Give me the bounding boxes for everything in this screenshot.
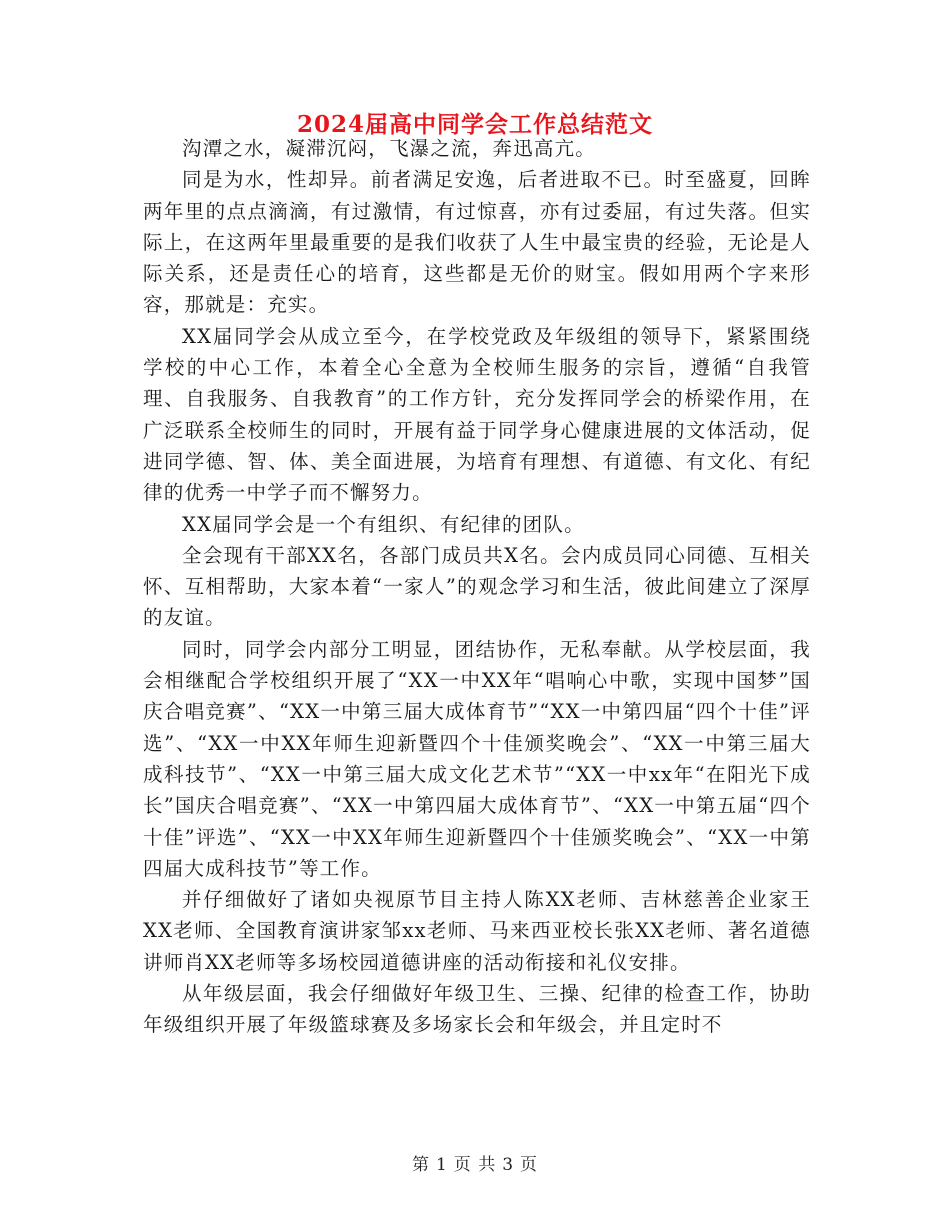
paragraph-7: 并仔细做好了诸如央视原节目主持人陈XX老师、吉林慈善企业家王XX老师、全国教育演讲家邹xx老师、马来西亚校长张XX老师、著名道德讲师肖XX老师等多场校园道德讲座的活动衔接和礼仪安排。 xyxy=(143,888,811,974)
footer-total-pages: 3 xyxy=(502,1155,515,1175)
paragraph-4: XX届同学会是一个有组织、有纪律的团队。 xyxy=(182,512,585,536)
page-footer xyxy=(0,1150,950,1175)
paragraph-2: 同是为水，性却异。前者满足安逸，后者进取不已。时至盛夏，回眸两年里的点点滴滴，有过激情，有过惊喜，亦有过委屈，有过失落。但实际上，在这两年里最重要的是我们收获了人生中最宝贵的经验，无论是人际关系，还是责任心的培育，这些都是无价的财宝。假如用两个字来形容，那就是：充实。 xyxy=(143,168,811,317)
footer-suffix: 页 xyxy=(520,1155,539,1175)
paragraph-1: 沟潭之水，凝滞沉闷，飞瀑之流，奔迅高亢。 xyxy=(182,137,597,160)
document-title: 2024届高中同学会工作总结范文 xyxy=(296,111,653,138)
paragraph-6: 同时，同学会内部分工明显，团结协作，无私奉献。从学校层面，我会相继配合学校组织开展了“XX一中XX年“唱响心中歌，实现中国梦”国庆合唱竞赛”、“XX一中第三届大成体育节”“XX一中第四届“四个十佳”评选”、“XX一中XX年师生迎新暨四个十佳颁奖晚会”、“XX一中第三届大成科技节”、“XX一中第三届大成文化艺术节”“XX一中xx年“在阳光下成长”国庆合唱竞赛”、“XX一中第四届大成体育节”、“XX一中第五届“四个十佳”评选”、“XX一中XX年师生迎新暨四个十佳颁奖晚会”、“XX一中第四届大成科技节”等工作。 xyxy=(143,637,811,880)
paragraph-5: 全会现有干部XX名，各部门成员共X名。会内成员同心同德、互相关怀、互相帮助，大家本着“一家人”的观念学习和生活，彼此间建立了深厚的友谊。 xyxy=(143,543,811,630)
document-body xyxy=(143,133,811,1041)
footer-current-page: 1 xyxy=(435,1155,448,1175)
paragraph-3: XX届同学会从成立至今，在学校党政及年级组的领导下，紧紧围绕学校的中心工作，本着全心全意为全校师生服务的宗旨，遵循“自我管理、自我服务、自我教育”的工作方针，充分发挥同学会的桥梁作用，在广泛联系全校师生的同时，开展有益于同学身心健康进展的文体活动，促进同学德、智、体、美全面进展，为培育有理想、有道德、有文化、有纪律的优秀一中学子而不懈努力。 xyxy=(143,324,811,505)
footer-middle: 页 共 xyxy=(453,1155,497,1175)
paragraph-8: 从年级层面，我会仔细做好年级卫生、三操、纪律的检查工作，协助年级组织开展了年级篮球赛及多场家长会和年级会，并且定时不 xyxy=(143,982,811,1037)
footer-prefix: 第 xyxy=(411,1155,430,1175)
